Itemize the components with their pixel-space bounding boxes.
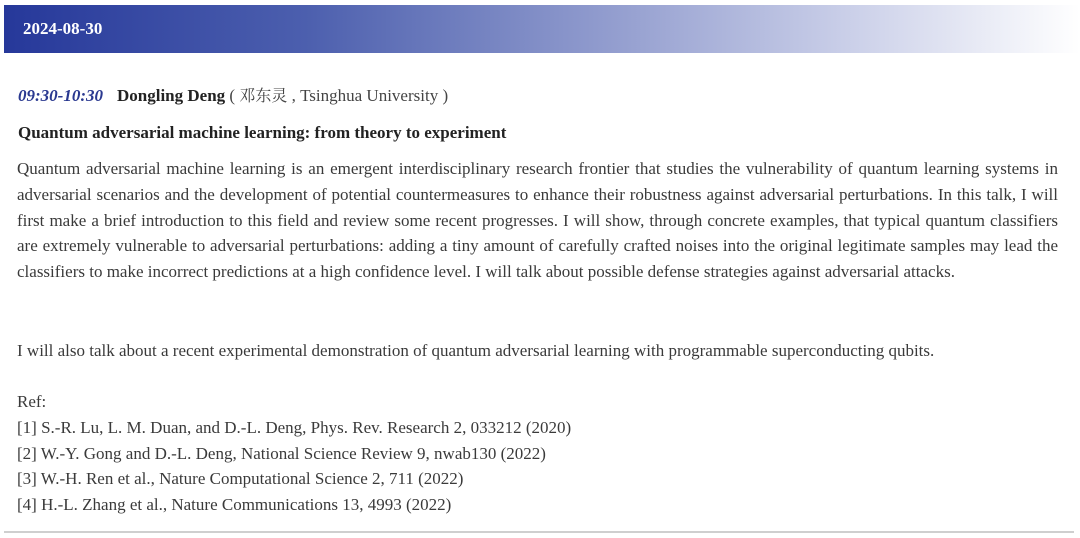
affiliation-open: (	[225, 86, 240, 105]
bottom-divider	[4, 531, 1074, 533]
date-banner	[4, 5, 1080, 53]
speaker-name: Dongling Deng	[116, 86, 226, 105]
talk-title: Quantum adversarial machine learning: from theory to experiment	[18, 123, 507, 142]
references	[17, 389, 571, 518]
reference-item: [4] H.-L. Zhang et al., Nature Communications 13, 4993 (2022)	[17, 495, 452, 515]
abstract-paragraph-1: Quantum adversarial machine learning is an emergent interdisciplinary research frontier that studies the vulnerability of quantum learning systems in adversarial scenarios and the development of potential countermeasures to enhance their robustness against adversarial perturbations. In this talk, I will first make a brief introduction to this field and review some recent progresses. I will show, through concrete examples, that typical quantum classifiers are extremely vulnerable to adversarial perturbations: adding a tiny amount of carefully crafted noises into the original legitimate samples may lead the classifiers to make incorrect predictions at a high confidence level. I will talk about possible defense strategies against adversarial attacks.	[17, 159, 1058, 282]
reference-item: [1] S.-R. Lu, L. M. Duan, and D.-L. Deng, Phys. Rev. Research 2, 033212 (2020)	[17, 417, 572, 437]
reference-item: [3] W.-H. Ren et al., Nature Computational Science 2, 711 (2022)	[17, 469, 464, 489]
reference-item: [2] W.-Y. Gong and D.-L. Deng, National Science Review 9, nwab130 (2022)	[17, 443, 546, 463]
abstract-paragraph-2: I will also talk about a recent experimental demonstration of quantum adversarial learning with programmable superconducting qubits.	[17, 341, 935, 360]
date-heading: 2024-08-30	[23, 19, 103, 38]
speaker-affiliation: , Tsinghua University )	[287, 86, 449, 105]
speaker-line	[18, 84, 448, 108]
references-heading: Ref:	[17, 392, 47, 411]
talk-time: 09:30-10:30	[18, 86, 103, 105]
speaker-chinese-name: 邓东灵	[239, 86, 288, 105]
